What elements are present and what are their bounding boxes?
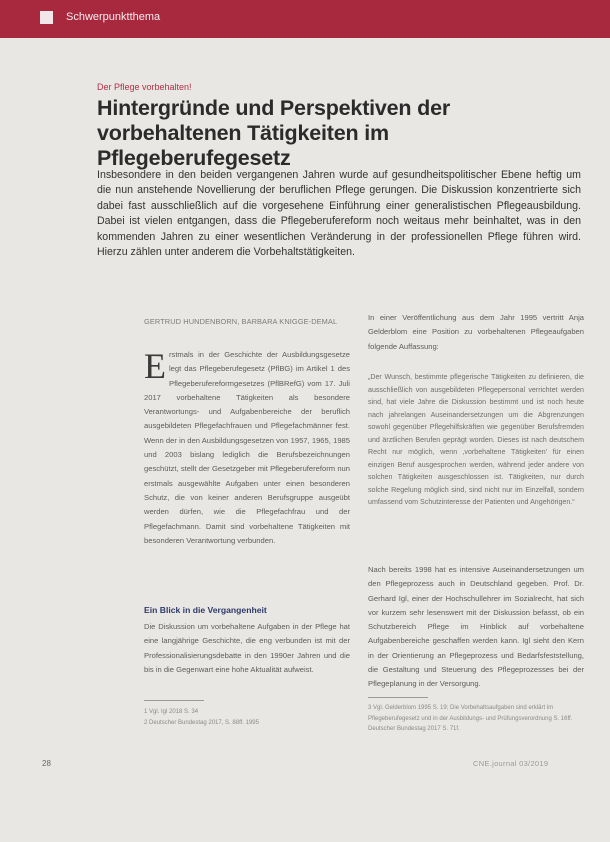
footnote-divider [368, 697, 428, 698]
right-continuation-paragraph: Nach bereits 1998 hat es intensive Auseinandersetzungen um den Pflegeprozess auch in Deutschland gegeben. Prof. Dr. Gerhard Igl, einer der Hochschullehrer im Sozialrecht, hat sich vor kurzem sehr lesenswert mit der Diskussion befasst, ob ein Schutzbereich Pflege im Hinblick auf vorbehaltene Aufgabenbereiche geschaffen werden kann. Igl sieht den Kern in der Orientierung an Pflegeprozess und Bedarfsfeststellung, die Gestaltung und Steuerung des Pflegeprozesses bei der Pflegeplanung in der Versorgung. [368, 565, 584, 689]
article-authors: GERTRUD HUNDENBORN, BARBARA KNIGGE-DEMAL [144, 317, 338, 326]
lead-text: rstmals in der Geschichte der Ausbildungsgesetze legt das Pflegeberufegesetz (PflBG) im Artikel 1 des Pflegeberufereformgesetzes (PflBRefG) vom 17. Juli 2017 vorbehaltene Tätigkeiten als besondere Verantwortungs- und Aufgabenbereiche der beruflich ausgebildeten Pflegefachfrauen und Pflegefachmänner fest. Wenn der in den Ausbildungsgesetzen von 1957, 1965, 1985 und 2003 bislang lediglich die Berufsbezeichnungen geschützt, stellt der Gesetzgeber mit Pflegeberufereform nun erstmals ausgewählte Aufgaben unter einen besonderen Schutz, die von keiner anderen Berufsgruppe ausgeübt werden dürfen, wie die Pflegefachfrau und der Pflegefachmann. Damit sind vorbehaltene Tätigkeiten mit besonderen Verantwortung verbunden. [144, 350, 350, 545]
footnote-divider [144, 700, 204, 701]
history-paragraph: Die Diskussion um vorbehaltene Aufgaben in der Pflege hat eine langjährige Geschichte, die eng verbunden ist mit der Professionalisierungsdebatte in den 1990er Jahren und die bis in die Gegenwart eine hohe Aktualität aufweist. [144, 622, 350, 674]
footnotes-right [368, 703, 584, 735]
footnote-item: 1 Vgl. Igl 2018 S. 34 [144, 709, 199, 715]
lead-paragraph [144, 348, 350, 548]
section-label: Schwerpunktthema [66, 11, 161, 23]
article-intro: Insbesondere in den beiden vergangenen Jahren wurde auf gesundheitspolitischer Ebene heftig um die nun anstehende Novellierung der beruflichen Pflege gerungen. Die Diskussion konzentrierte sich dabei fast ausschließlich auf die vorgesehene Einführung einer generalistischen Pflegeausbildung. Dabei ist vielen entgangen, dass die Pflegeberufereform noch weitaus mehr beinhaltet, was in den kommenden Jahren zu einer wesentlichen Veränderung in der professionellen Pflege führen wird. Hierzu zählen unter anderem die Vorbehaltstätigkeiten. [97, 169, 581, 259]
section-square-icon [40, 11, 53, 24]
right-intro-paragraph: In einer Veröffentlichung aus dem Jahr 1995 vertritt Anja Gelderblom eine Position zu vorbehaltenen Pflegeaufgaben folgende Auffassung: [368, 313, 584, 351]
section-header-bar [0, 0, 610, 38]
section-subheading: Ein Blick in die Vergangenheit [144, 605, 267, 615]
page-number: 28 [42, 759, 51, 768]
article-kicker: Der Pflege vorbehalten! [97, 82, 192, 92]
footnote-item: 2 Deutscher Bundestag 2017, S. 88ff. 1995 [144, 719, 259, 726]
article-title: Hintergründe und Perspektiven der vorbehaltenen Tätigkeiten im Pflegeberufegesetz [97, 96, 451, 170]
drop-cap: E [144, 346, 166, 386]
footnote-item: Deutscher Bundestag 2017 S. 71f. [368, 726, 460, 732]
block-quote: „Der Wunsch, bestimmte pflegerische Tätigkeiten zu definieren, die ausschließlich von ausgebildeten Pflegepersonal verrichtet werden sind, hat viele Jahre die Diskussion bestimmt und ist noch heute nach jahrelangen Auseinandersetzungen um die Abgrenzungen sowohl gegenüber Pflegehilfskräften wie gegenüber Berufsfremden und ärztlichen Berufen geprägt worden. Dieses ist nach deutschem Recht nur möglich, wenn ‚vorbehaltene Tätigkeiten' für einen einzigen Beruf ausgesprochen werden, während jeder andere von solchen Tätigkeiten ausgeschlossen ist. Tätigkeiten, nur durch solche Regelung möglich sind, sind nicht nur im Einzelfall, sondern umfassend vom Schutzinteresse der Patienten und Angehörigen.“ [368, 373, 584, 506]
magazine-name: CNE.journal 03/2019 [473, 759, 549, 768]
footnotes-left [144, 707, 344, 728]
footnote-item: 3 Vgl. Gelderblom 1995 S. 19; Die Vorbehaltsaufgaben sind erklärt im Pflegeberufegesetz und in der Ausbildungs- und Prüfungsverordnung S. 16ff. [368, 705, 573, 722]
